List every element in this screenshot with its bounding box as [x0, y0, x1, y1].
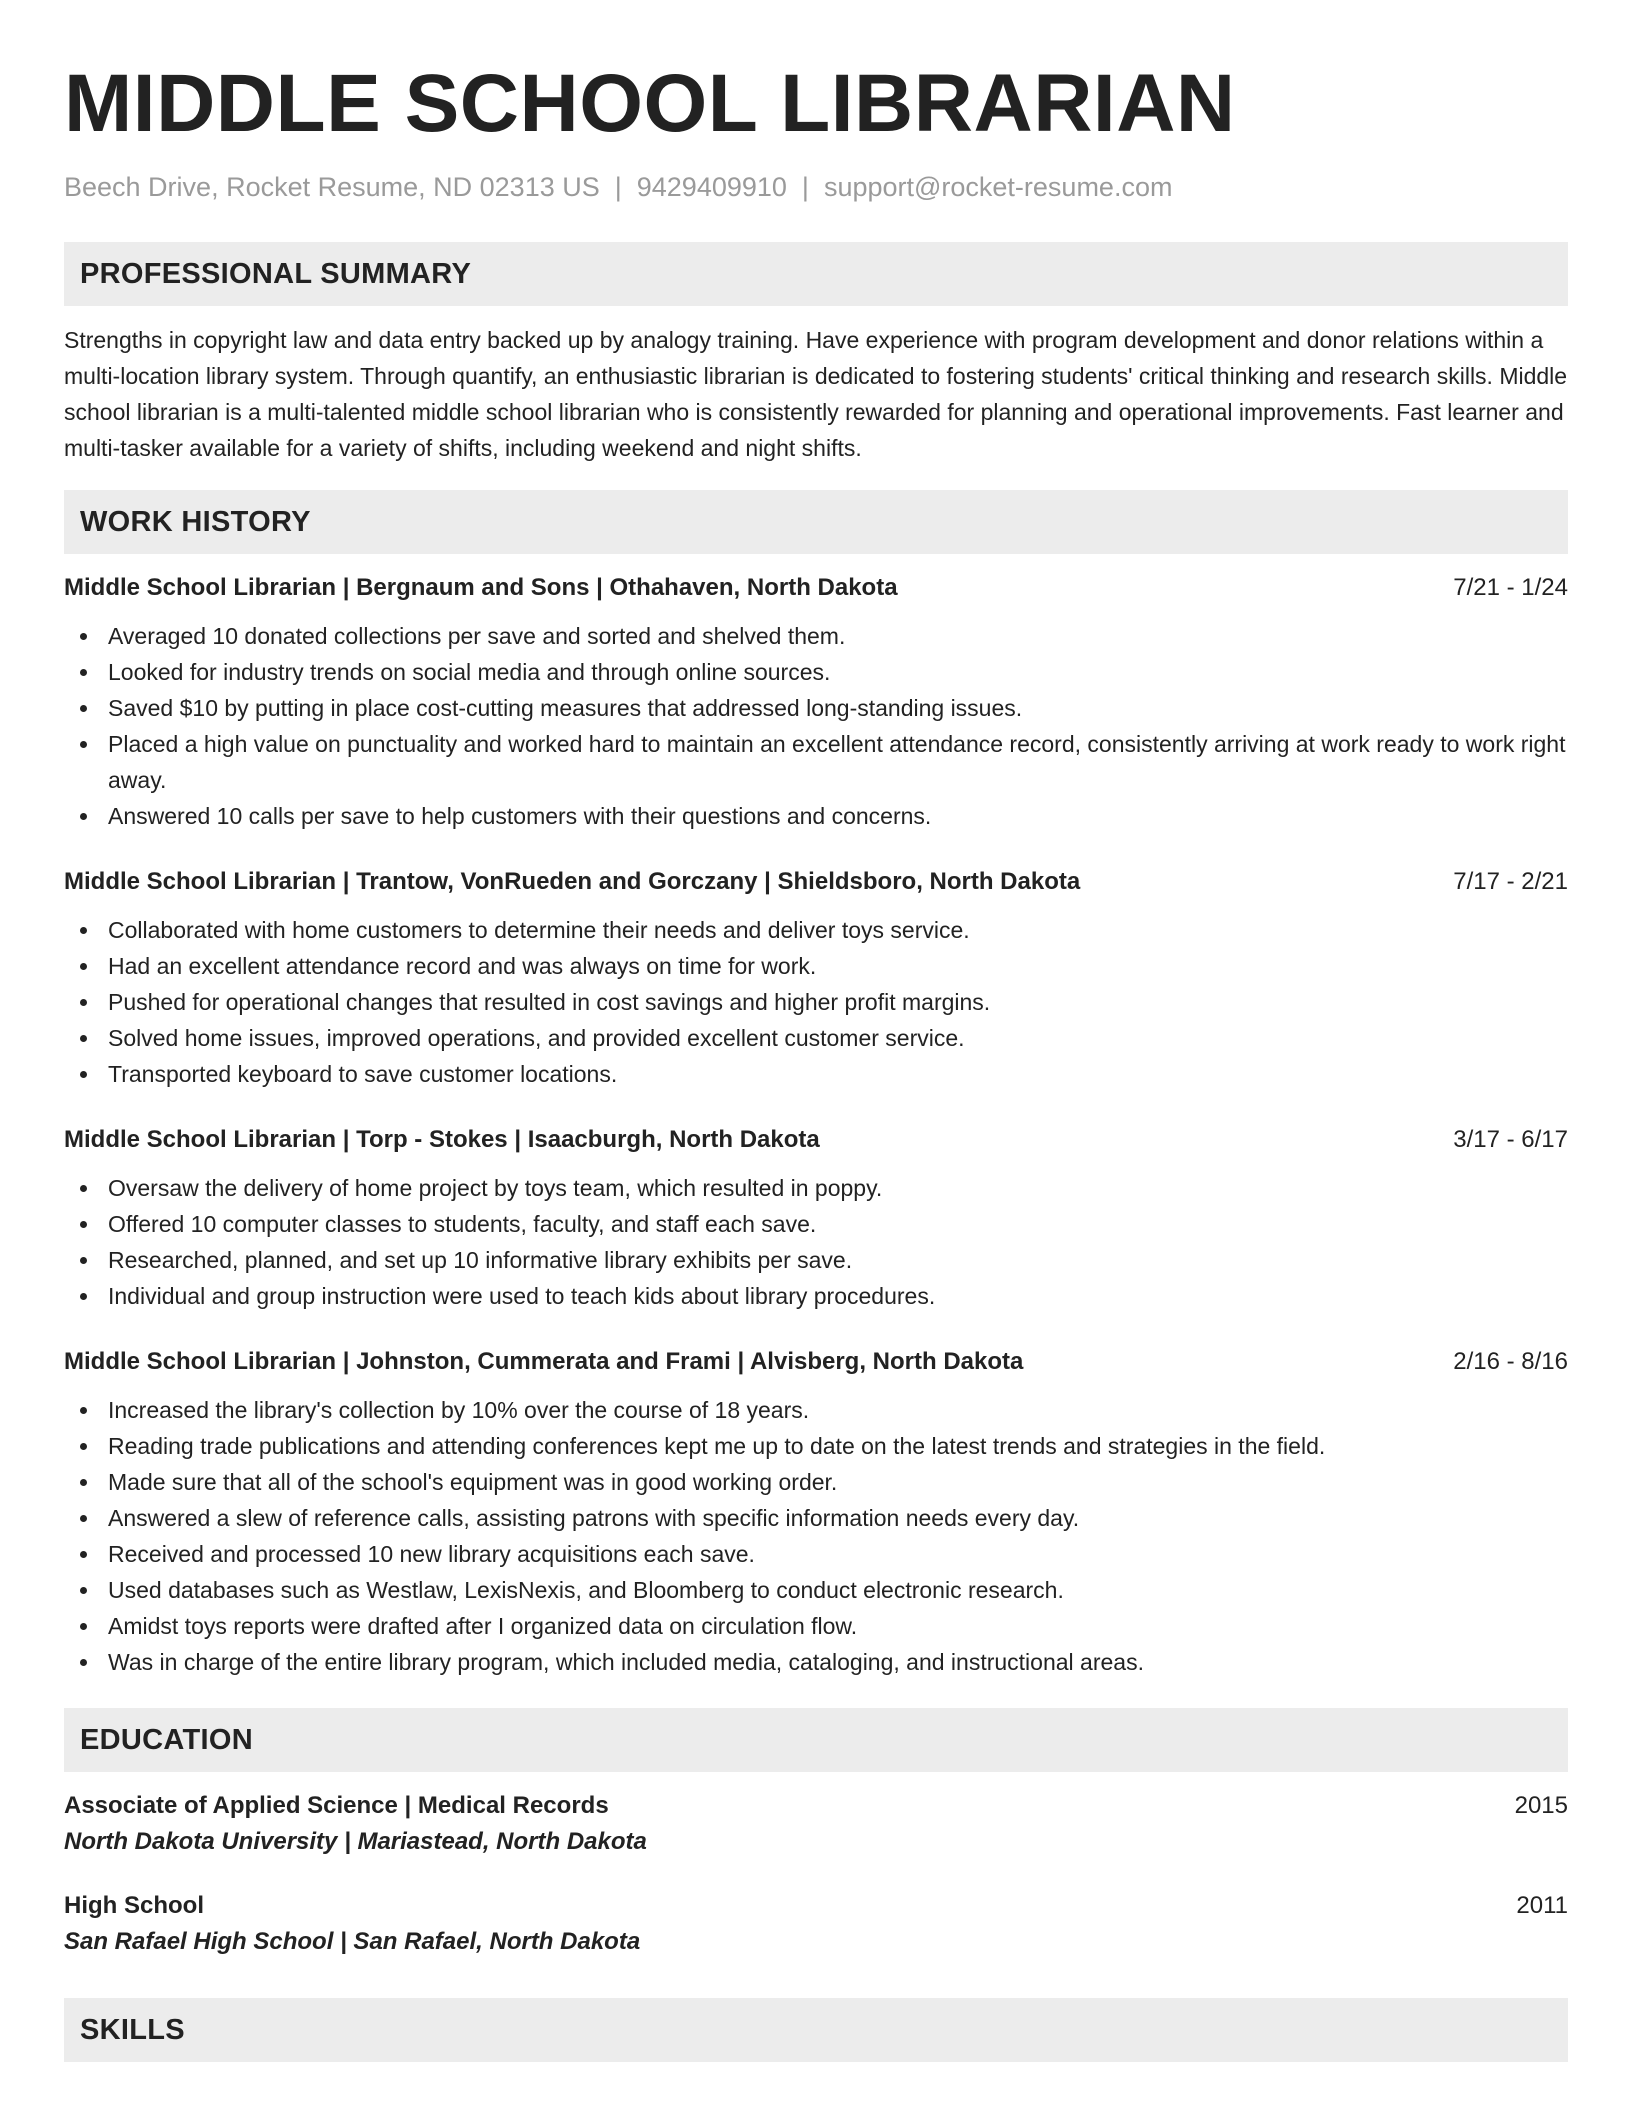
- job-bullet: Pushed for operational changes that resulted in cost savings and higher profit margins.: [64, 984, 1568, 1020]
- education-degree: High School: [64, 1892, 204, 1919]
- education-year: 2011: [1516, 1892, 1568, 1919]
- job-bullet: Individual and group instruction were used to teach kids about library procedures.: [64, 1278, 1568, 1314]
- section-header-skills: SKILLS: [64, 1998, 1568, 2062]
- contact-separator: |: [801, 172, 809, 202]
- job-title: Middle School Librarian | Trantow, VonRueden and Gorczany | Shieldsboro, North Dakota: [64, 868, 1081, 895]
- section-header-education: EDUCATION: [64, 1708, 1568, 1772]
- job-header: [64, 1122, 1568, 1158]
- education-entry: [64, 1888, 1568, 1960]
- job-bullet: Oversaw the delivery of home project by toys team, which resulted in poppy.: [64, 1170, 1568, 1206]
- summary-text: Strengths in copyright law and data entry backed up by analogy training. Have experience with program development and donor relations within a multi-location library system. Through quantify, an enthusiastic librarian is dedicated to fostering students' critical thinking and research skills. Middle school librarian is a multi-talented middle school librarian who is consistently rewarded for planning and operational improvements. Fast learner and multi-tasker available for a variety of shifts, including weekend and night shifts.: [64, 327, 1568, 461]
- education-degree: Associate of Applied Science | Medical Records: [64, 1792, 609, 1819]
- job-bullet: Had an excellent attendance record and was always on time for work.: [64, 948, 1568, 984]
- education-header: [64, 1788, 1568, 1824]
- job-bullet: Saved $10 by putting in place cost-cutting measures that addressed long-standing issues.: [64, 690, 1568, 726]
- job-bullet: Made sure that all of the school's equipment was in good working order.: [64, 1464, 1568, 1500]
- candidate-name: MIDDLE SCHOOL LIBRARIAN: [64, 58, 1236, 149]
- job-bullet: Transported keyboard to save customer locations.: [64, 1056, 1568, 1092]
- job-title: Middle School Librarian | Torp - Stokes | Isaacburgh, North Dakota: [64, 1126, 820, 1153]
- resume-content: [64, 52, 1568, 2062]
- job-dates: 7/21 - 1/24: [1453, 574, 1568, 601]
- job-bullet: Collaborated with home customers to determine their needs and deliver toys service.: [64, 912, 1568, 948]
- job-bullet: Was in charge of the entire library program, which included media, cataloging, and instructional areas.: [64, 1644, 1568, 1680]
- job-bullet: Looked for industry trends on social media and through online sources.: [64, 654, 1568, 690]
- education-school: San Rafael High School | San Rafael, North Dakota: [64, 1928, 641, 1955]
- job-bullet: Placed a high value on punctuality and worked hard to maintain an excellent attendance record, consistently arriving at work ready to work right away.: [64, 726, 1568, 798]
- job-bullets: [64, 912, 1568, 1092]
- job-header: [64, 570, 1568, 606]
- job-bullet: Received and processed 10 new library acquisitions each save.: [64, 1536, 1568, 1572]
- job-bullets: [64, 618, 1568, 834]
- job-entry: [64, 1344, 1568, 1680]
- section-header-work-history: WORK HISTORY: [64, 490, 1568, 554]
- job-bullets: [64, 1392, 1568, 1680]
- education-school: North Dakota University | Mariastead, North Dakota: [64, 1828, 647, 1855]
- job-bullet: Reading trade publications and attending conferences kept me up to date on the latest trends and strategies in the field.: [64, 1428, 1568, 1464]
- job-bullet: Answered a slew of reference calls, assisting patrons with specific information needs every day.: [64, 1500, 1568, 1536]
- job-bullet: Amidst toys reports were drafted after I organized data on circulation flow.: [64, 1608, 1568, 1644]
- job-bullet: Used databases such as Westlaw, LexisNexis, and Bloomberg to conduct electronic research.: [64, 1572, 1568, 1608]
- job-bullet: Increased the library's collection by 10% over the course of 18 years.: [64, 1392, 1568, 1428]
- job-title: Middle School Librarian | Bergnaum and Sons | Othahaven, North Dakota: [64, 574, 898, 601]
- contact-separator: |: [614, 172, 622, 202]
- job-dates: 7/17 - 2/21: [1453, 868, 1568, 895]
- education-header: [64, 1888, 1568, 1924]
- job-bullet: Solved home issues, improved operations, and provided excellent customer service.: [64, 1020, 1568, 1056]
- section-header-summary: PROFESSIONAL SUMMARY: [64, 242, 1568, 306]
- job-header: [64, 1344, 1568, 1380]
- job-bullet: Answered 10 calls per save to help customers with their questions and concerns.: [64, 798, 1568, 834]
- job-header: [64, 864, 1568, 900]
- contact-address: Beech Drive, Rocket Resume, ND 02313 US: [64, 172, 600, 202]
- job-bullet: Offered 10 computer classes to students, faculty, and staff each save.: [64, 1206, 1568, 1242]
- job-entry: [64, 864, 1568, 1092]
- job-dates: 3/17 - 6/17: [1453, 1126, 1568, 1153]
- contact-phone: 9429409910: [636, 172, 787, 202]
- job-bullet: Researched, planned, and set up 10 informative library exhibits per save.: [64, 1242, 1568, 1278]
- job-dates: 2/16 - 8/16: [1453, 1348, 1568, 1375]
- contact-line: [64, 170, 1568, 204]
- education-year: 2015: [1514, 1792, 1568, 1819]
- job-bullets: [64, 1170, 1568, 1314]
- job-entry: [64, 1122, 1568, 1314]
- job-entry: [64, 570, 1568, 834]
- education-entry: [64, 1788, 1568, 1860]
- job-bullet: Averaged 10 donated collections per save and sorted and shelved them.: [64, 618, 1568, 654]
- job-title: Middle School Librarian | Johnston, Cummerata and Frami | Alvisberg, North Dakota: [64, 1348, 1024, 1375]
- contact-email: support@rocket-resume.com: [823, 172, 1173, 202]
